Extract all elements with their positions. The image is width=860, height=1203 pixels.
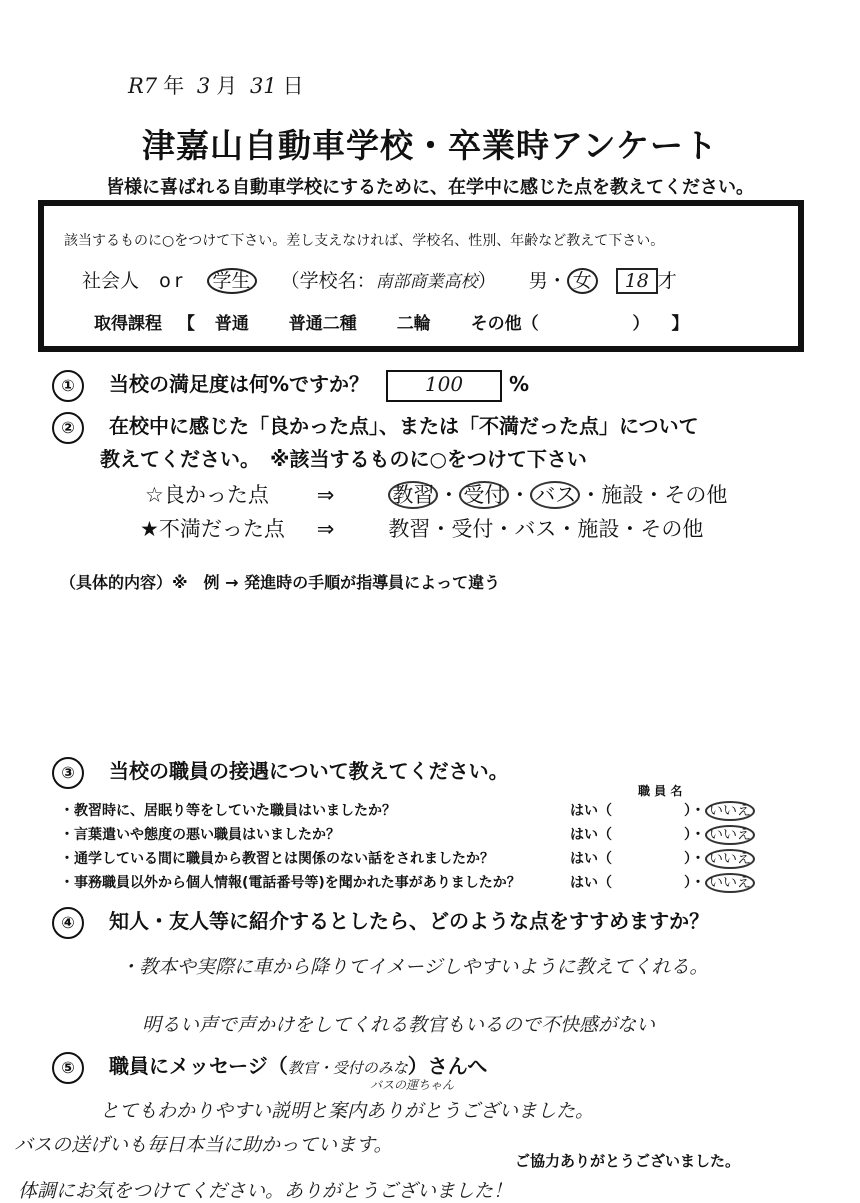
age-unit: 才 bbox=[657, 270, 677, 292]
q3-item: ・教習時に、居眠り等をしていた職員はいましたか？ bbox=[60, 803, 396, 819]
good-sep: ・ bbox=[509, 483, 531, 507]
q3-number: ③ bbox=[52, 757, 84, 789]
q4-handwritten-line1: ・教本や実際に車から降りてイメージしやすいように教えてくれる。 bbox=[120, 956, 709, 978]
q4-text: 知人・友人等に紹介するとしたら、どのような点をすすめますか？ bbox=[108, 909, 710, 933]
thanks-message: ご協力ありがとうございました。 bbox=[515, 1152, 741, 1170]
yes-option: はい（ bbox=[570, 803, 612, 819]
q3-answer bbox=[570, 800, 755, 820]
q3-answer bbox=[570, 872, 755, 892]
date-month-unit: 月 bbox=[216, 74, 238, 98]
q5-close: ）さんへ bbox=[407, 1054, 488, 1078]
age-value: 18 bbox=[616, 268, 658, 294]
school-name: 南部商業高校 bbox=[375, 272, 478, 292]
yes-option: はい（ bbox=[570, 851, 612, 867]
date bbox=[128, 70, 310, 100]
q2-number: ② bbox=[52, 412, 84, 444]
q3-item: ・事務職員以外から個人情報(電話番号等)を聞かれた事がありましたか？ bbox=[60, 875, 521, 891]
bad-sep: ・ bbox=[430, 517, 452, 541]
course-standard: 普通 bbox=[214, 314, 249, 334]
good-arrow: ⇒ bbox=[316, 483, 335, 507]
question-4 bbox=[52, 905, 709, 939]
answer-close: ）・ bbox=[684, 803, 705, 819]
q3-text: 当校の職員の接遇について教えてください。 bbox=[108, 759, 509, 783]
female-option: 女 bbox=[567, 268, 598, 294]
answer-close: ）・ bbox=[684, 875, 705, 891]
q2-line2: 教えてください。 ※該当するものに○をつけて下さい bbox=[100, 447, 587, 471]
bad-opt-bus: バス bbox=[514, 517, 557, 541]
respondent-info-row bbox=[82, 266, 677, 294]
no-option-circled: いいえ bbox=[705, 825, 755, 845]
q4-number: ④ bbox=[52, 907, 84, 939]
good-opt-facility: 施設 bbox=[601, 483, 644, 507]
q3-item: ・通学している間に職員から教習とは関係のない話をされましたか？ bbox=[60, 851, 494, 867]
q5-handwritten-line1: とてもわかりやすい説明と案内ありがとうございました。 bbox=[100, 1100, 595, 1122]
worker-option: 社会人 bbox=[82, 270, 140, 292]
male-option: 男 bbox=[528, 270, 548, 292]
q1-number: ① bbox=[52, 370, 84, 402]
satisfaction-unit: % bbox=[508, 372, 529, 396]
bad-sep: ・ bbox=[493, 517, 515, 541]
good-points-row bbox=[145, 479, 727, 509]
q5-text: 職員にメッセージ（ bbox=[108, 1054, 288, 1078]
answer-close: ）・ bbox=[684, 827, 705, 843]
bad-sep: ・ bbox=[556, 517, 578, 541]
good-label: ☆良かった点 bbox=[145, 483, 269, 507]
bad-sep: ・ bbox=[619, 517, 641, 541]
q5-handwritten-line2: バスの送げいも毎日本当に助かっています。 bbox=[14, 1134, 393, 1156]
question-1 bbox=[52, 368, 529, 402]
q2-line1: 在校中に感じた「良かった点」、または「不満だった点」について bbox=[108, 414, 699, 438]
question-2 bbox=[52, 410, 699, 444]
no-option-circled: いいえ bbox=[705, 873, 755, 893]
good-sep: ・ bbox=[643, 483, 665, 507]
q3-answer bbox=[570, 824, 755, 844]
date-era-year: R7 bbox=[128, 74, 158, 98]
bad-opt-reception: 受付 bbox=[451, 517, 494, 541]
date-year-unit: 年 bbox=[163, 74, 185, 98]
bracket-open: 【 bbox=[177, 314, 195, 334]
box-note: 該当するものに○をつけて下さい。差し支えなければ、学校名、性別、年齢など教えて下さい。 bbox=[64, 233, 665, 249]
q1-text: 当校の満足度は何%ですか？ bbox=[108, 372, 370, 396]
course-label: 取得課程 bbox=[94, 314, 162, 334]
good-sep: ・ bbox=[438, 483, 460, 507]
page-title: 津嘉山自動車学校・卒業時アンケート bbox=[141, 126, 719, 165]
q5-addressee: 教官・受付のみな bbox=[287, 1059, 408, 1077]
q5-addressee-sub: バスの運ちゃん bbox=[370, 1078, 455, 1092]
course-other: その他（ bbox=[470, 314, 539, 334]
yes-option: はい（ bbox=[570, 827, 612, 843]
good-opt-lessons: 教習 bbox=[388, 481, 438, 509]
respondent-box bbox=[38, 200, 804, 352]
concrete-content-example: （具体的内容）※ 例 → 発進時の手順が指導員によって違う bbox=[60, 573, 501, 592]
bad-opt-facility: 施設 bbox=[577, 517, 620, 541]
bad-points-row bbox=[140, 513, 703, 543]
yes-option: はい（ bbox=[570, 875, 612, 891]
bad-label: ★不満だった点 bbox=[140, 517, 285, 541]
q5-number: ⑤ bbox=[52, 1052, 84, 1084]
course-standard-class2: 普通二種 bbox=[288, 314, 357, 334]
no-option-circled: いいえ bbox=[705, 849, 755, 869]
school-label: （学校名： bbox=[280, 270, 376, 292]
good-opt-other: その他 bbox=[664, 483, 728, 507]
or-text: or bbox=[159, 270, 187, 292]
answer-close: ）・ bbox=[684, 851, 705, 867]
page-subtitle: 皆様に喜ばれる自動車学校にするために、在学中に感じた点を教えてください。 bbox=[106, 177, 754, 198]
staff-name-header: 職 員 名 bbox=[638, 784, 683, 798]
student-option: 学生 bbox=[207, 268, 257, 294]
school-close: ） bbox=[477, 270, 497, 292]
course-close: ） bbox=[632, 314, 650, 334]
course-row bbox=[94, 309, 722, 334]
q4-handwritten-line2: 明るい声で声かけをしてくれる教官もいるので不快感がない bbox=[142, 1014, 656, 1036]
date-day: 31 bbox=[249, 74, 277, 98]
q5-handwritten-line3: 体調にお気をつけてください。ありがとうございました！ bbox=[18, 1180, 513, 1202]
no-option-circled: いいえ bbox=[705, 801, 755, 821]
date-day-unit: 日 bbox=[282, 74, 304, 98]
good-opt-bus: バス bbox=[530, 481, 580, 509]
bad-arrow: ⇒ bbox=[316, 517, 335, 541]
bad-opt-other: その他 bbox=[640, 517, 704, 541]
bracket-close: 】 bbox=[671, 314, 689, 334]
good-opt-reception: 受付 bbox=[459, 481, 509, 509]
gender-separator: ・ bbox=[547, 270, 567, 292]
bad-opt-lessons: 教習 bbox=[388, 517, 431, 541]
satisfaction-value: 100 bbox=[386, 370, 502, 402]
q3-item: ・言葉遣いや態度の悪い職員はいましたか？ bbox=[60, 827, 340, 843]
course-motorcycle: 二輪 bbox=[396, 314, 431, 334]
question-3 bbox=[52, 755, 509, 789]
good-sep: ・ bbox=[580, 483, 602, 507]
date-month: 3 bbox=[196, 74, 211, 98]
q3-answer bbox=[570, 848, 755, 868]
